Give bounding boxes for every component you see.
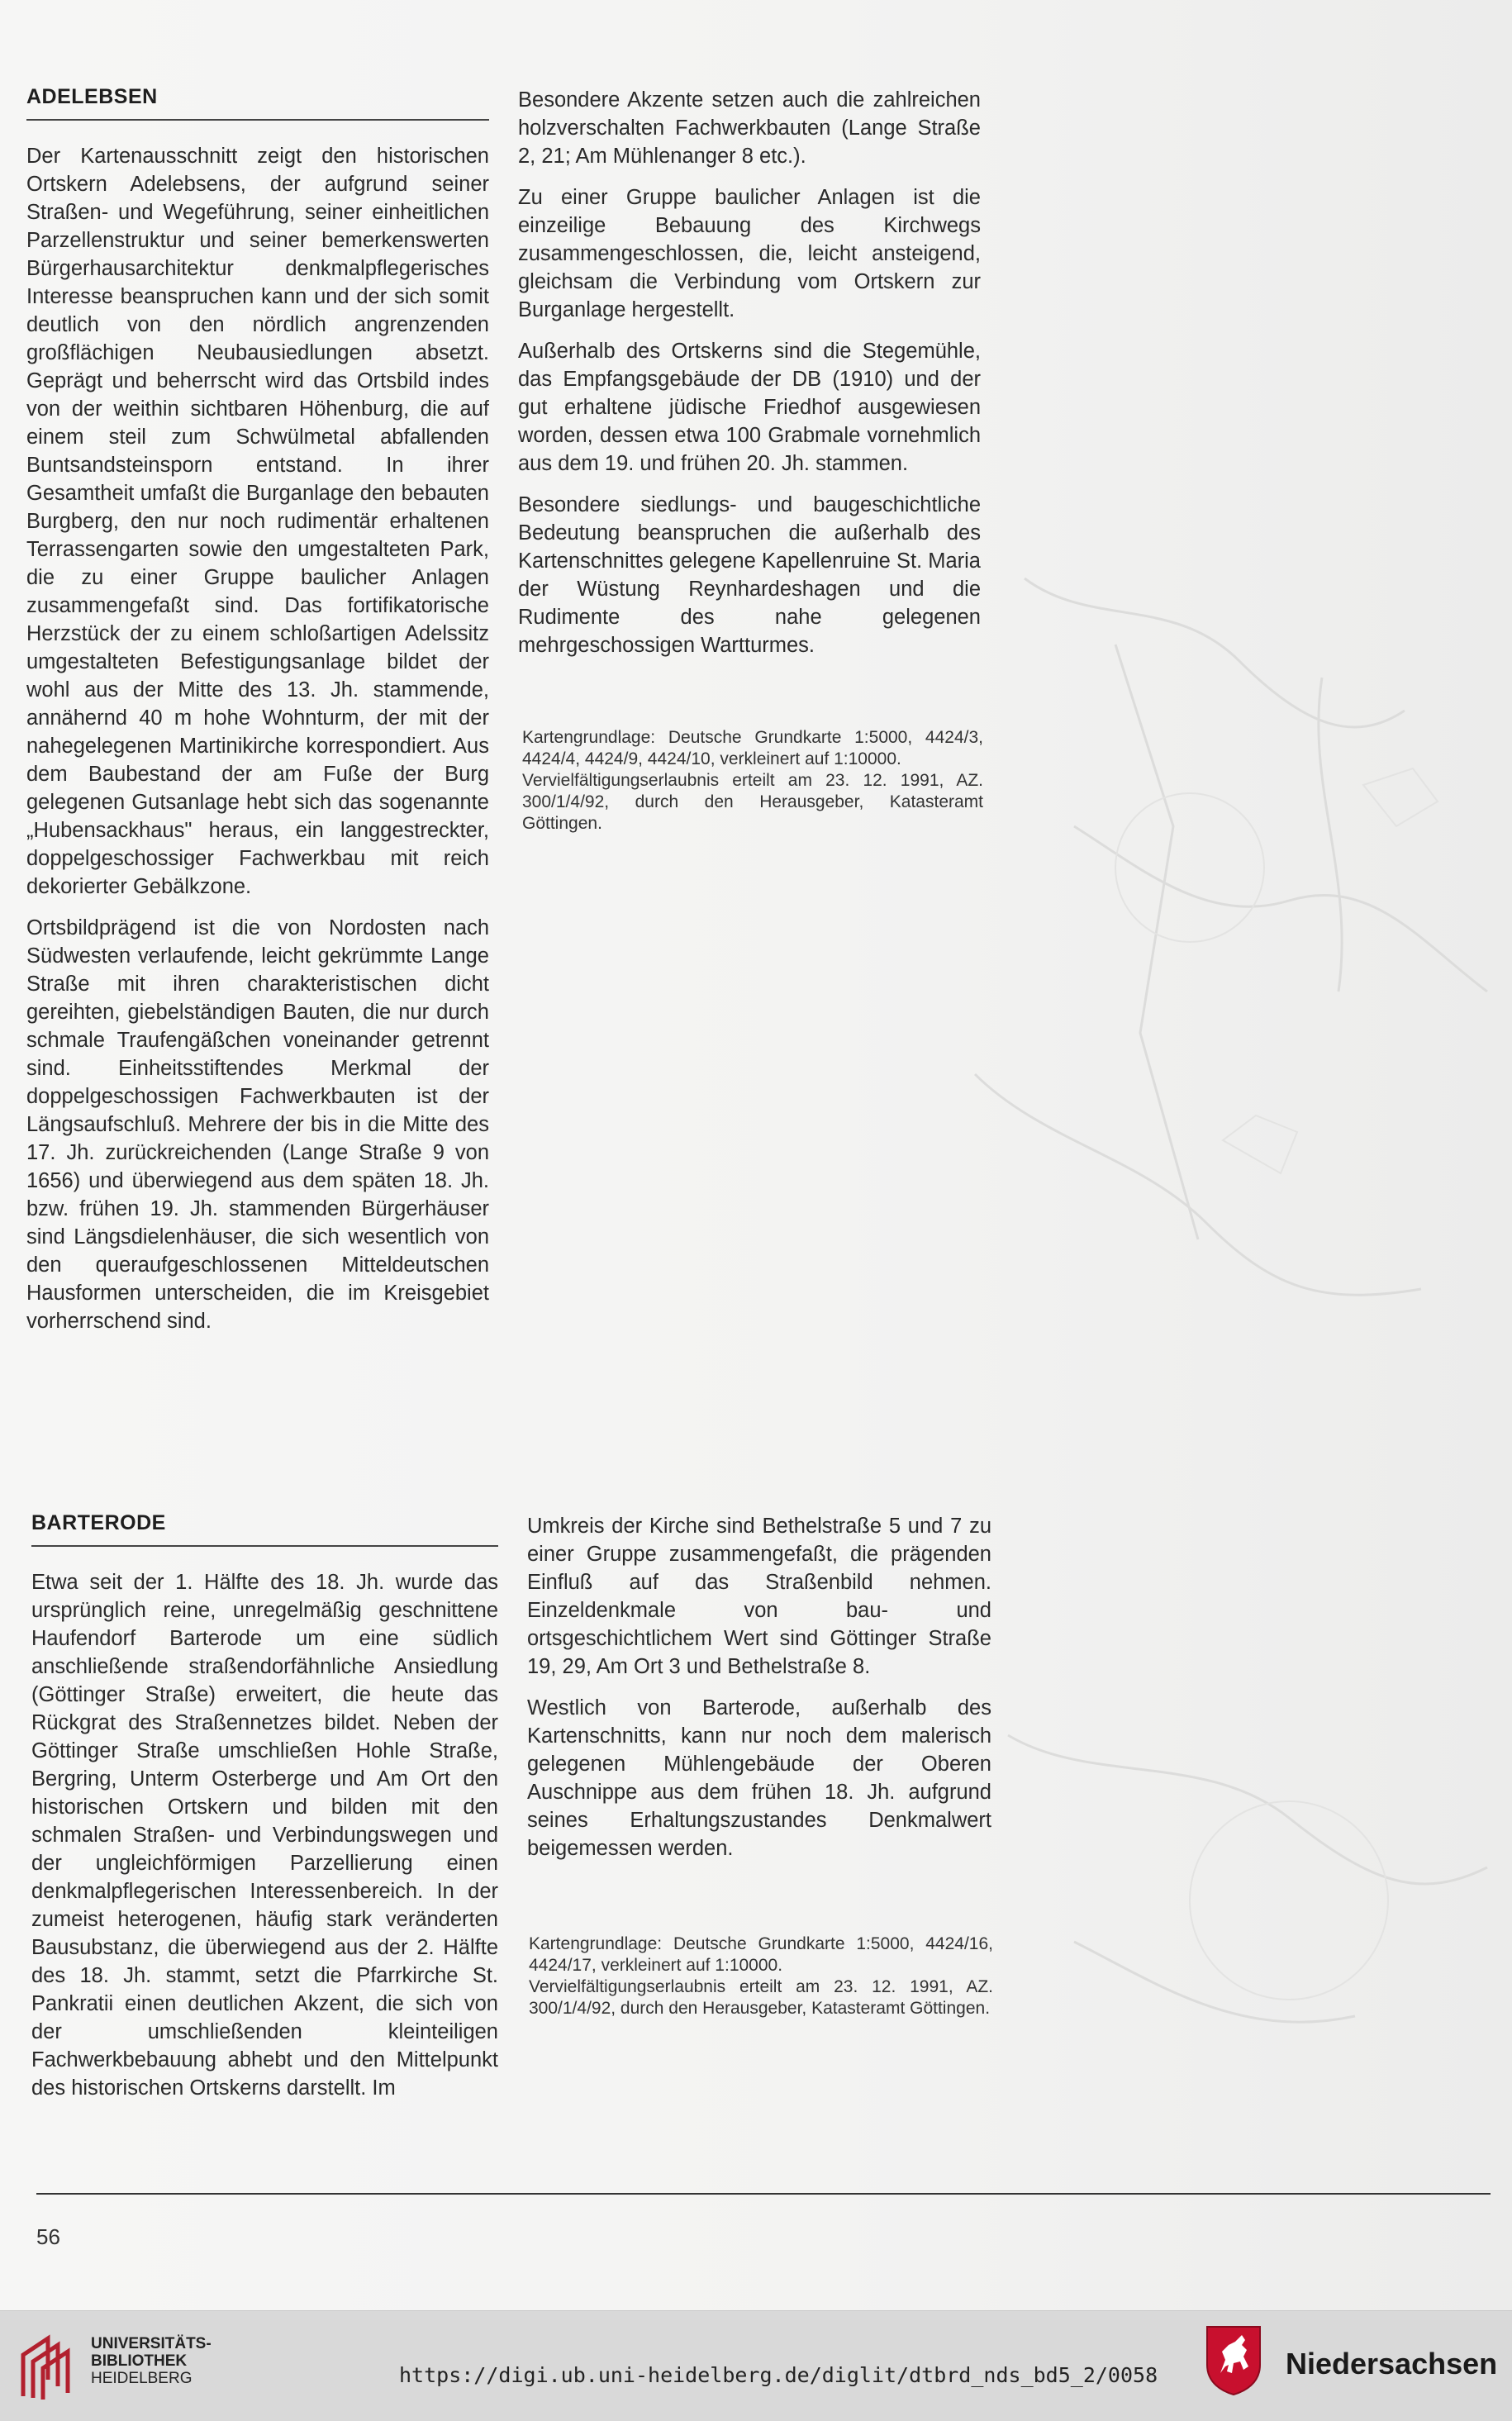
body-paragraph: Etwa seit der 1. Hälfte des 18. Jh. wurde das ursprünglich reine, unregelmäßig geschnittene Haufendorf Barterode um eine südlich anschließende straßendorfähnliche Ansiedlung (Göttinger Straße) erweitert, die heute das Rückgrat des Straßennetzes bildet. Neben der Göttinger Straße umschließen Hohle Straße, Bergring, Unterm Osterberge und Am Ort den historischen Ortskern und bilden mit den schmalen Straßen- und Verbindungswegen und der ungleichförmigen Parzellierung einen denkmalpflegerischen Interessenbereich. In der zumeist heterogenen, häufig stark veränderten Bausubstanz, die überwiegend aus der 2. Hälfte des 18. Jh. stammt, setzt die Pfarrkirche St. Pankratii einen deutlichen Akzent, die sich von der umschließenden kleinteiligen Fachwerkbebauung abhebt und den Mittelpunkt des historischen Ortskerns darstellt. Im	[31, 1571, 498, 2100]
page-number: 56	[36, 2224, 60, 2249]
source-url-link[interactable]: https://digi.ub.uni-heidelberg.de/diglit/dtbrd_nds_bd5_2/0058	[399, 2363, 1158, 2387]
university-library-name: UNIVERSITÄTS- BIBLIOTHEK HEIDELBERG	[91, 2335, 212, 2387]
body-paragraph: Ortsbildprägend ist die von Nordosten nach Südwesten verlaufende, leicht gekrümmte Lange Straße mit ihren charakteristischen dicht gereihten, giebelständigen Bauten, die nur durch schmale Traufengäßchen voneinander getrennt sind. Einheitsstiftendes Merkmal der doppelgeschossigen Fachwerkbauten ist der Längsaufschluß. Mehrere der bis in die Mitte des 17. Jh. zurückreichenden (Lange Straße 9 von 1656) und überwiegend aus dem späten 18. Jh. bzw. frühen 19. Jh. stammenden Bürgerhäuser sind Längsdielenhäuser, die sich wesentlich von den queraufgeschlossenen Mitteldeutschen Hausformen unterscheiden, die im Kreisgebiet vorherrschend sind.	[26, 916, 489, 1333]
barterode-right-column	[527, 1512, 991, 1876]
body-paragraph: Der Kartenausschnitt zeigt den historischen Ortskern Adelebsens, der aufgrund seiner Straßen- und Wegeführung, seiner einheitlichen Parzellenstruktur und seiner bemerkenswerten Bürgerhausarchitektur denkmalpflegerisches Interesse beanspruchen kann und der sich somit deutlich von den nördlich angrenzenden großflächigen Neubausiedlungen absetzt. Geprägt und beherrscht wird das Ortsbild indes von der weithin sichtbaren Höhenburg, die auf einem steil zum Schwülmetal abfallenden Buntsandsteinsporn entstand. In ihrer Gesamtheit umfaßt die Burganlage den bebauten Burgberg, den nur noch rudimentär erhaltenen Terrassengarten sowie den umgestalteten Park, die zu einer Gruppe baulicher Anlagen zusammengefaßt sind. Das fortifikatorische Herzstück der zu einem schloßartigen Adelssitz umgestalteten Befestigungsanlage bildet der wohl aus der Mitte des 13. Jh. stammende, annähernd 40 m hohe Wohnturm, der mit der nahegelegenen Martinikirche korrespondiert. Aus dem Baubestand der am Fuße der Burg gelegenen Gutsanlage hebt sich das sogenannte „Hubensackhaus" heraus, ein langgestreckter, doppelgeschossiger Fachwerkbau mit reich dekorierter Gebälkzone.	[26, 145, 489, 898]
body-paragraph: Besondere Akzente setzen auch die zahlreichen holzverschalten Fachwerkbauten (Lange Straße 2, 21; Am Mühlenanger 8 etc.).	[518, 88, 981, 168]
adelebsen-left-column	[26, 83, 489, 1348]
body-paragraph: Außerhalb des Ortskerns sind die Stegemühle, das Empfangsgebäude der DB (1910) und der gut erhaltene jüdische Friedhof ausgewiesen worden, dessen etwa 100 Grabmale vornehmlich aus dem 19. und frühen 20. Jh. stammen.	[518, 340, 981, 475]
body-paragraph: Westlich von Barterode, außerhalb des Kartenschnitts, kann nur noch dem malerisch gelegenen Mühlengebäude der Oberen Auschnippe aus dem frühen 18. Jh. aufgrund seines Erhaltungszustandes Denkmalwert beigemessen werden.	[527, 1696, 991, 1860]
adelebsen-right-column	[518, 86, 981, 673]
barterode-left-column	[31, 1509, 498, 2115]
section-heading-barterode: BARTERODE	[31, 1509, 498, 1547]
niedersachsen-horse-crest-icon	[1204, 2323, 1263, 2396]
university-library-logo-icon	[15, 2322, 89, 2404]
body-paragraph: Besondere siedlungs- und baugeschichtliche Bedeutung beanspruchen die außerhalb des Kartenschnittes gelegene Kapellenruine St. Maria der Wüstung Reynhardeshagen und die Rudimente des nahe gelegenen mehrgeschossigen Wartturmes.	[518, 493, 981, 657]
reproduction-permission-note: Vervielfältigungserlaubnis erteilt am 23. 12. 1991, AZ. 300/1/4/92, durch den Herausgeber, Katasteramt Göttingen.	[522, 771, 983, 833]
body-paragraph: Zu einer Gruppe baulicher Anlagen ist die einzeilige Bebauung des Kirchwegs zusammengeschlossen, die, leicht ansteigend, gleichsam die Verbindung vom Ortskern zur Burganlage hergestellt.	[518, 186, 981, 321]
barterode-map-credit	[529, 1933, 993, 2019]
reproduction-permission-note: Vervielfältigungserlaubnis erteilt am 23. 12. 1991, AZ. 300/1/4/92, durch den Herausgeber, Katasteramt Göttingen.	[529, 1977, 993, 2018]
body-paragraph: Umkreis der Kirche sind Bethelstraße 5 und 7 zu einer Gruppe zusammengefaßt, die prägenden Einfluß auf das Straßenbild nehmen. Einzeldenkmale von bau- und ortsgeschichtlichem Wert sind Göttinger Straße 19, 29, Am Ort 3 und Bethelstraße 8.	[527, 1515, 991, 1678]
map-basis-note: Kartengrundlage: Deutsche Grundkarte 1:5000, 4424/3, 4424/4, 4424/9, 4424/10, verkleinert auf 1:10000.	[522, 728, 983, 768]
adelebsen-map-credit	[522, 727, 983, 835]
state-name-label: Niedersachsen	[1286, 2347, 1498, 2381]
section-heading-adelebsen: ADELEBSEN	[26, 83, 489, 121]
page-bottom-rule	[36, 2193, 1491, 2195]
map-basis-note: Kartengrundlage: Deutsche Grundkarte 1:5000, 4424/16, 4424/17, verkleinert auf 1:10000.	[529, 1934, 993, 1975]
